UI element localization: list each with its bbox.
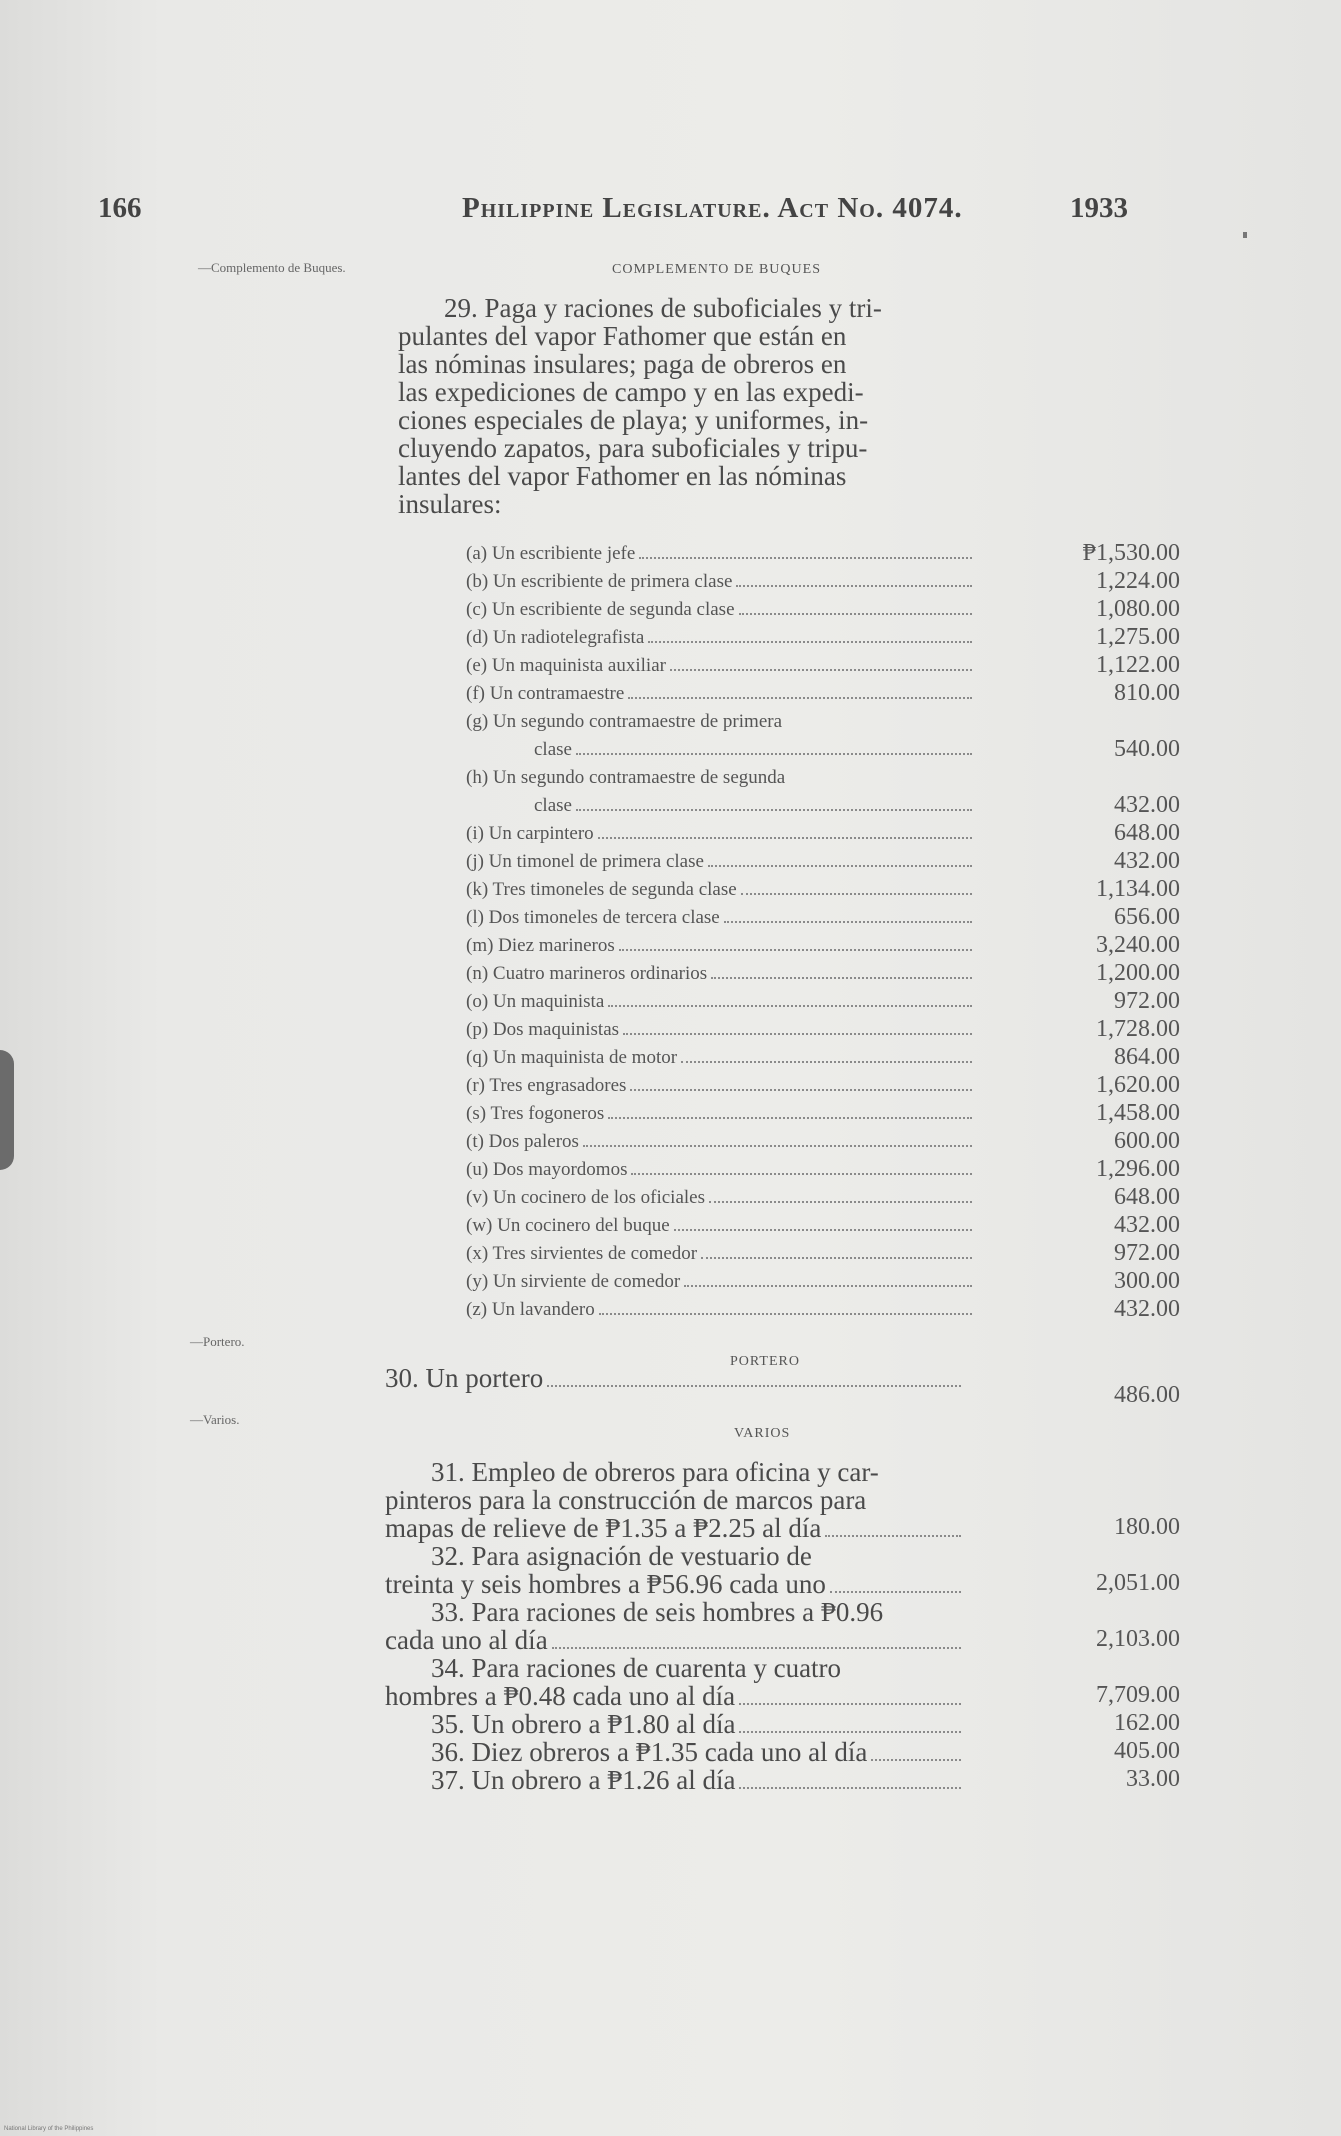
item-amount: 432.00: [1114, 1212, 1180, 1238]
item-amount: 300.00: [1114, 1268, 1180, 1294]
item-label: (i) Un carpintero: [466, 823, 594, 844]
item-label: (l) Dos timoneles de tercera clase: [466, 907, 720, 928]
intro-line: 29. Paga y raciones de suboficiales y tri-: [444, 293, 882, 323]
intro-line: lantes del vapor Fathomer en las nóminas: [398, 461, 847, 491]
item-label: (s) Tres fogoneros: [466, 1103, 605, 1124]
list-item: [466, 764, 976, 792]
item-label: (j) Un timonel de primera clase: [466, 851, 704, 872]
list-item: [466, 960, 976, 988]
intro-line: las expediciones de campo y en las expedi-: [398, 377, 864, 407]
item-amount: 1,224.00: [1096, 568, 1180, 594]
varios-line: hombres a ₱0.48 cada uno al día: [385, 1682, 965, 1710]
varios-line: 34. Para raciones de cuarenta y cuatro: [431, 1653, 842, 1683]
item-label: (u) Dos mayordomos: [466, 1159, 628, 1180]
item-amount: 648.00: [1114, 820, 1180, 846]
list-item: [466, 1240, 976, 1268]
ink-speck: [1243, 232, 1247, 238]
list-item: [466, 1128, 976, 1156]
section-heading-portero: PORTERO: [730, 1354, 800, 1369]
item-amount: 1,728.00: [1096, 1016, 1180, 1042]
margin-note-portero: —Portero.: [190, 1334, 245, 1349]
intro-line: ciones especiales de playa; y uniformes, in-: [398, 405, 869, 435]
list-item: [466, 932, 976, 960]
item-amount: 972.00: [1114, 1240, 1180, 1266]
list-item: [466, 1212, 976, 1240]
varios-line: 31. Empleo de obreros para oficina y car-: [431, 1457, 879, 1487]
list-item: [466, 1296, 976, 1324]
item-amount: 1,080.00: [1096, 596, 1180, 622]
varios-amount: 2,103.00: [1096, 1626, 1180, 1652]
item-amount: 656.00: [1114, 904, 1180, 930]
varios-line: 35. Un obrero a ₱1.80 al día: [385, 1710, 965, 1738]
item-list: [466, 540, 976, 1324]
list-item: [466, 652, 976, 680]
list-item: [466, 1100, 976, 1128]
varios-list: [385, 1458, 965, 1794]
varios-line: treinta y seis hombres a ₱56.96 cada uno: [385, 1570, 965, 1598]
item-amount: 648.00: [1114, 1184, 1180, 1210]
item-label: (f) Un contramaestre: [466, 683, 625, 704]
section-heading-varios: VARIOS: [734, 1426, 791, 1441]
section-heading-complemento: COMPLEMENTO DE BUQUES: [612, 262, 821, 277]
item-label: (n) Cuatro marineros ordinarios: [466, 963, 708, 984]
item-label: (t) Dos paleros: [466, 1131, 579, 1152]
list-item: [466, 1268, 976, 1296]
list-item: [466, 848, 976, 876]
item-label: (h) Un segundo contramaestre de segunda: [466, 767, 786, 788]
intro-line: cluyendo zapatos, para suboficiales y tripu-: [398, 433, 868, 463]
page-edge-shadow: [0, 1050, 14, 1170]
item-label: (y) Un sirviente de comedor: [466, 1271, 681, 1292]
footer-credit: National Library of the Philippines: [4, 2126, 94, 2132]
varios-line: 37. Un obrero a ₱1.26 al día: [385, 1766, 965, 1794]
margin-note-complemento: —Complemento de Buques.: [198, 260, 346, 275]
list-item: [466, 1156, 976, 1184]
list-item-continuation: clase: [466, 792, 976, 820]
portero-row: [385, 1364, 965, 1398]
page-header: [98, 192, 1128, 232]
varios-line: 33. Para raciones de seis hombres a ₱0.96: [431, 1597, 884, 1627]
portero-amount: 486.00: [1114, 1382, 1180, 1408]
item-label: (g) Un segundo contramaestre de primera: [466, 711, 783, 732]
item-amount: 1,296.00: [1096, 1156, 1180, 1182]
margin-note-varios: —Varios.: [190, 1412, 240, 1427]
varios-line: cada uno al día: [385, 1626, 965, 1654]
varios-line: 32. Para asignación de vestuario de: [431, 1541, 812, 1571]
item-label: (d) Un radiotelegrafista: [466, 627, 645, 648]
list-item: [466, 568, 976, 596]
item-label: (q) Un maquinista de motor: [466, 1047, 678, 1068]
item-label: (w) Un cocinero del buque: [466, 1215, 670, 1236]
varios-amount: 33.00: [1126, 1766, 1180, 1792]
item-label: (v) Un cocinero de los oficiales: [466, 1187, 705, 1208]
list-item: [466, 820, 976, 848]
list-item: [466, 1016, 976, 1044]
varios-line: 36. Diez obreros a ₱1.35 cada uno al día: [385, 1738, 965, 1766]
intro-line: insulares:: [398, 489, 502, 519]
intro-line: pulantes del vapor Fathomer que están en: [398, 321, 847, 351]
item-label: (o) Un maquinista: [466, 991, 605, 1012]
list-item: [466, 1184, 976, 1212]
list-item: [466, 708, 976, 736]
intro-line: las nóminas insulares; paga de obreros en: [398, 349, 847, 379]
varios-amount: 405.00: [1114, 1738, 1180, 1764]
item-label: (c) Un escribiente de segunda clase: [466, 599, 735, 620]
item-amount: 864.00: [1114, 1044, 1180, 1070]
item-label: (k) Tres timoneles de segunda clase: [466, 879, 737, 900]
varios-amount: 180.00: [1114, 1514, 1180, 1540]
list-item: [466, 988, 976, 1016]
item-amount: 1,275.00: [1096, 624, 1180, 650]
header-year: 1933: [1070, 192, 1128, 224]
item-amount: 1,620.00: [1096, 1072, 1180, 1098]
item-amount: 810.00: [1114, 680, 1180, 706]
item-label: (z) Un lavandero: [466, 1299, 595, 1320]
item-label: (r) Tres engrasadores: [466, 1075, 627, 1096]
portero-label: 30. Un portero: [385, 1363, 544, 1393]
list-item: [466, 876, 976, 904]
list-item: [466, 540, 976, 568]
varios-line: pinteros para la construcción de marcos para: [385, 1485, 867, 1515]
running-title: Philippine Legislature. Act No. 4074.: [462, 192, 963, 224]
item-amount: 432.00: [1114, 848, 1180, 874]
item-amount: ₱1,530.00: [1082, 540, 1180, 566]
item-label: (a) Un escribiente jefe: [466, 543, 636, 564]
item-29-paragraph: [398, 294, 983, 518]
item-amount: 1,134.00: [1096, 876, 1180, 902]
list-item: [466, 680, 976, 708]
varios-amount: 162.00: [1114, 1710, 1180, 1736]
varios-amount: 7,709.00: [1096, 1682, 1180, 1708]
list-item: [466, 1072, 976, 1100]
item-amount: 1,200.00: [1096, 960, 1180, 986]
list-item-continuation: clase: [466, 736, 976, 764]
item-amount: 3,240.00: [1096, 932, 1180, 958]
list-item: [466, 596, 976, 624]
item-amount: 432.00: [1114, 1296, 1180, 1322]
list-item: [466, 904, 976, 932]
item-amount: 1,458.00: [1096, 1100, 1180, 1126]
varios-amount: 2,051.00: [1096, 1570, 1180, 1596]
item-amount: 540.00: [1114, 736, 1180, 762]
item-amount: 600.00: [1114, 1128, 1180, 1154]
item-amount: 1,122.00: [1096, 652, 1180, 678]
item-label: (b) Un escribiente de primera clase: [466, 571, 733, 592]
list-item: [466, 624, 976, 652]
varios-line: mapas de relieve de ₱1.35 a ₱2.25 al día: [385, 1514, 965, 1542]
item-amount: 972.00: [1114, 988, 1180, 1014]
item-label: (m) Diez marineros: [466, 935, 615, 956]
list-item: [466, 1044, 976, 1072]
item-amount: 432.00: [1114, 792, 1180, 818]
item-label: (e) Un maquinista auxiliar: [466, 655, 666, 676]
item-label: (p) Dos maquinistas: [466, 1019, 620, 1040]
item-label: (x) Tres sirvientes de comedor: [466, 1243, 698, 1264]
page-number: 166: [98, 192, 142, 224]
